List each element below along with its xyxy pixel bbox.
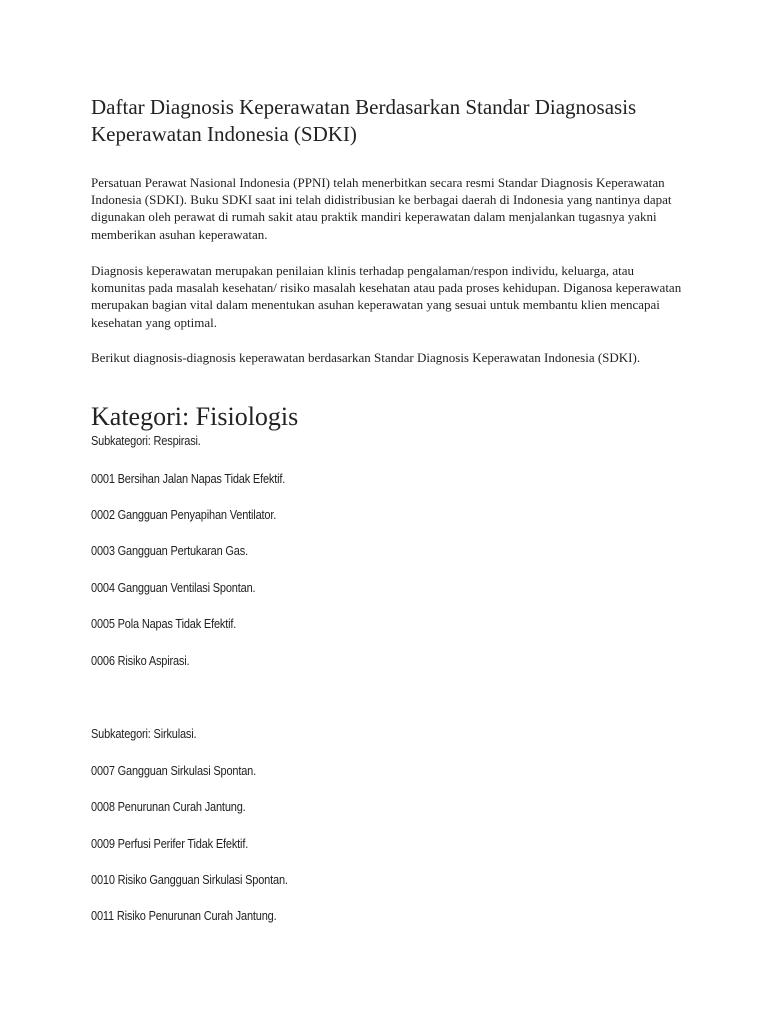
list-item: 0001 Bersihan Jalan Napas Tidak Efektif. [91, 472, 286, 486]
subcategory-label-respirasi: Subkategori: Respirasi. [91, 434, 201, 448]
list-item: 0008 Penurunan Curah Jantung. [91, 800, 246, 814]
page-title: Daftar Diagnosis Keperawatan Berdasarkan Standar Diagnosasis Keperawatan Indonesia (SDKI) [91, 95, 637, 146]
list-item: 0003 Gangguan Pertukaran Gas. [91, 544, 248, 558]
intro-paragraph: Persatuan Perawat Nasional Indonesia (PPNI) telah menerbitkan secara resmi Standar Diagnosis Keperawatan Indonesia (SDKI). Buku SDKI saat ini telah didistribusian ke berbagai daerah di Indonesia yang nantinya dapat digunakan oleh perawat di rumah sakit atau praktik mandiri keperawatan dalam menjalankan tugasnya yakni memberikan asuhan keperawatan. [91, 175, 672, 242]
list-item: 0006 Risiko Aspirasi. [91, 654, 190, 668]
list-item: 0004 Gangguan Ventilasi Spontan. [91, 581, 256, 595]
list-item: 0005 Pola Napas Tidak Efektif. [91, 617, 237, 631]
list-item: 0009 Perfusi Perifer Tidak Efektif. [91, 837, 249, 851]
list-item: 0010 Risiko Gangguan Sirkulasi Spontan. [91, 873, 288, 887]
list-item: 0002 Gangguan Penyapihan Ventilator. [91, 508, 277, 522]
subcategory-label-sirkulasi: Subkategori: Sirkulasi. [91, 727, 197, 741]
list-item: 0007 Gangguan Sirkulasi Spontan. [91, 764, 256, 778]
definition-paragraph: Diagnosis keperawatan merupakan penilaian klinis terhadap pengalaman/respon individu, keluarga, atau komunitas pada masalah kesehatan/ risiko masalah kesehatan atau pada proses kehidupan. Diganosa keperawatan merupakan bagian vital dalam menentukan asuhan keperawatan yang sesuai untuk membantu klien mencapai kesehatan yang optimal. [91, 263, 682, 330]
list-item: 0011 Risiko Penurunan Curah Jantung. [91, 909, 277, 923]
category-heading: Kategori: Fisiologis [91, 402, 299, 431]
list-intro-paragraph: Berikut diagnosis-diagnosis keperawatan berdasarkan Standar Diagnosis Keperawatan Indonesia (SDKI). [91, 350, 641, 365]
